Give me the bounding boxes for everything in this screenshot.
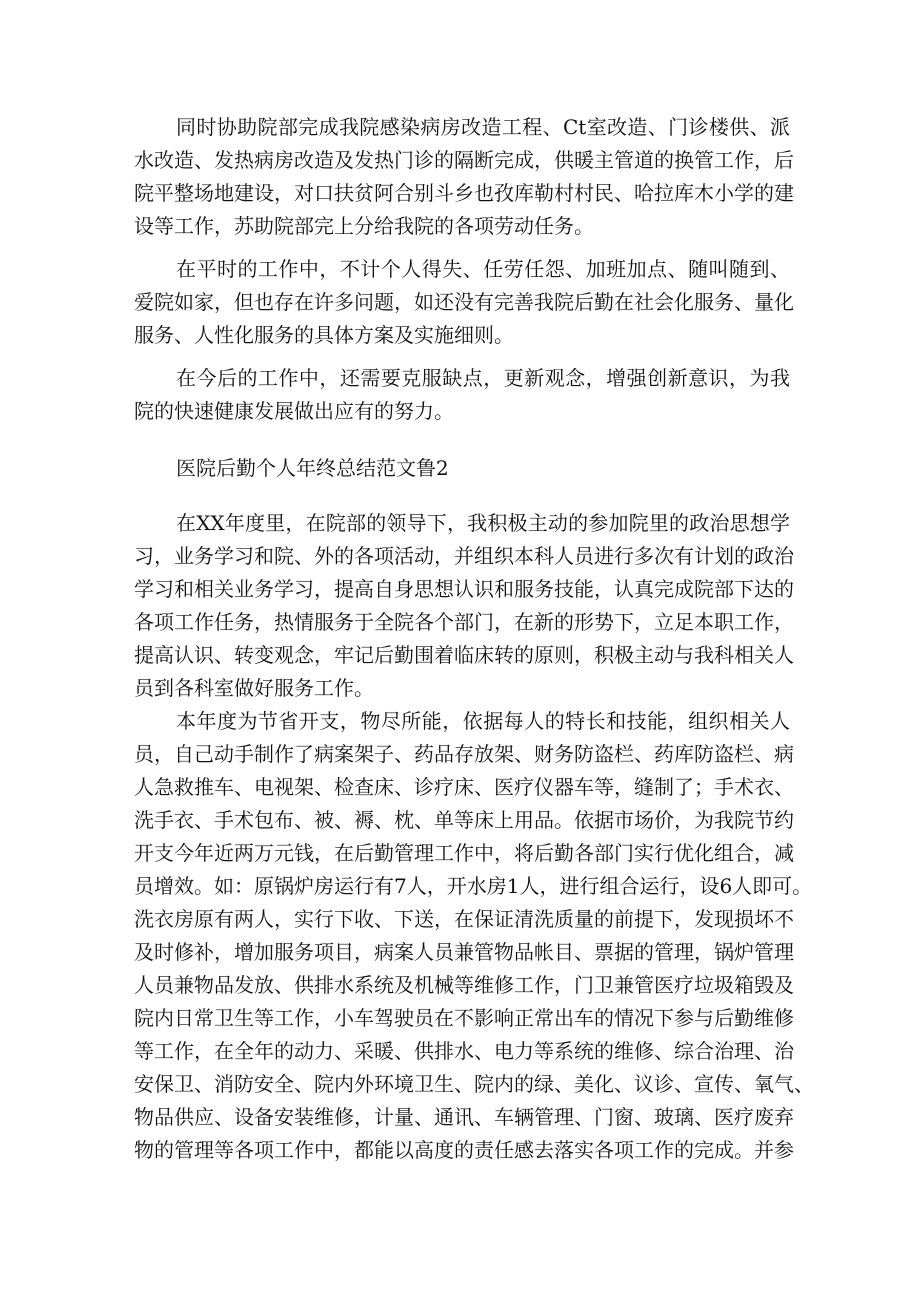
paragraph xyxy=(134,111,794,243)
text-line: 开支今年近两万元钱，在后勤管理工作中，将后勤各部门实行优化组合，减 xyxy=(134,841,794,865)
text-line: 人急救推车、电视架、检查床、诊疗床、医疗仪器车等，缝制了；手术衣、 xyxy=(134,775,794,799)
text-line: 人员兼物品发放、供排水系统及机械等维修工作，门卫兼管医疗垃圾箱毁及 xyxy=(134,973,794,997)
section-1 xyxy=(134,111,794,428)
text-line: 院的快速健康发展做出应有的努力。 xyxy=(134,399,454,423)
text-line: 洗手衣、手术包布、被、褥、枕、单等床上用品。依据市场价，为我院节约 xyxy=(134,808,794,832)
text-line: 员，自己动手制作了病案架子、药品存放架、财务防盗栏、药库防盗栏、病 xyxy=(134,742,794,766)
text-line: 习，业务学习和院、外的各项活动，并组织本科人员进行多次有计划的政治 xyxy=(134,544,794,568)
paragraph xyxy=(134,507,794,705)
text-line: 物品供应、设备安装维修，计量、通讯、车辆管理、门窗、玻璃、医疗废弃 xyxy=(134,1105,794,1129)
text-line: 在平时的工作中，不计个人得失、任劳任怨、加班加点、随叫随到、 xyxy=(176,257,790,281)
text-line: 物的管理等各项工作中，都能以高度的责任感去落实各项工作的完成。并参 xyxy=(134,1138,794,1162)
text-line: 员增效。如：原锅炉房运行有7人，开水房1人，进行组合运行，设6人即可。 xyxy=(134,874,813,898)
document-page xyxy=(134,111,814,1167)
text-line: 院内日常卫生等工作，小车驾驶员在不影响正常出车的情况下参与后勤维修 xyxy=(134,1006,794,1030)
text-line: 安保卫、消防安全、院内外环境卫生、院内的绿、美化、议诊、宣传、氧气、 xyxy=(134,1072,814,1096)
text-line: 院平整场地建设，对口扶贫阿合别斗乡也孜库勒村村民、哈拉库木小学的建 xyxy=(134,181,794,205)
text-line: 设等工作，苏助院部完上分给我院的各项劳动任务。 xyxy=(134,214,594,238)
text-line: 服务、人性化服务的具体方案及实施细则。 xyxy=(134,323,514,347)
text-line: 学习和相关业务学习，提高自身思想认识和服务技能，认真完成院部下达的 xyxy=(134,577,794,601)
text-line: 爱院如家，但也存在许多问题，如还没有完善我院后勤在社会化服务、量化 xyxy=(134,290,794,314)
text-line: 提高认识、转变观念，牢记后勤围着临床转的原则，积极主动与我科相关人 xyxy=(134,643,794,667)
text-line: 同时协助院部完成我院感染病房改造工程、Ct室改造、门诊楼供、派 xyxy=(176,115,790,139)
text-line: 在XX年度里，在院部的领导下，我积极主动的参加院里的政治思想学 xyxy=(176,511,790,535)
text-line: 及时修补，增加服务项目，病案人员兼管物品帐目、票据的管理，锅炉管理 xyxy=(134,940,794,964)
text-line: 等工作，在全年的动力、采暖、供排水、电力等系统的维修、综合治理、治 xyxy=(134,1039,794,1063)
paragraph xyxy=(134,705,814,1167)
text-line: 员到各科室做好服务工作。 xyxy=(134,676,374,700)
text-line: 洗衣房原有两人，实行下收、下送，在保证清洗质量的前提下，发现损坏不 xyxy=(134,907,794,931)
text-line: 水改造、发热病房改造及发热门诊的隔断完成，供暖主管道的换管工作，后 xyxy=(134,148,794,172)
section-title: 医院后勤个人年终总结范文鲁2 xyxy=(176,456,449,480)
text-line: 各项工作任务，热情服务于全院各个部门，在新的形势下，立足本职工作， xyxy=(134,610,794,634)
section-2 xyxy=(134,507,814,1167)
paragraph xyxy=(134,253,794,352)
paragraph xyxy=(134,362,790,428)
text-line: 本年度为节省开支，物尽所能，依据每人的特长和技能，组织相关人 xyxy=(176,709,790,733)
text-line: 在今后的工作中，还需要克服缺点，更新观念，增强创新意识，为我 xyxy=(176,366,790,390)
